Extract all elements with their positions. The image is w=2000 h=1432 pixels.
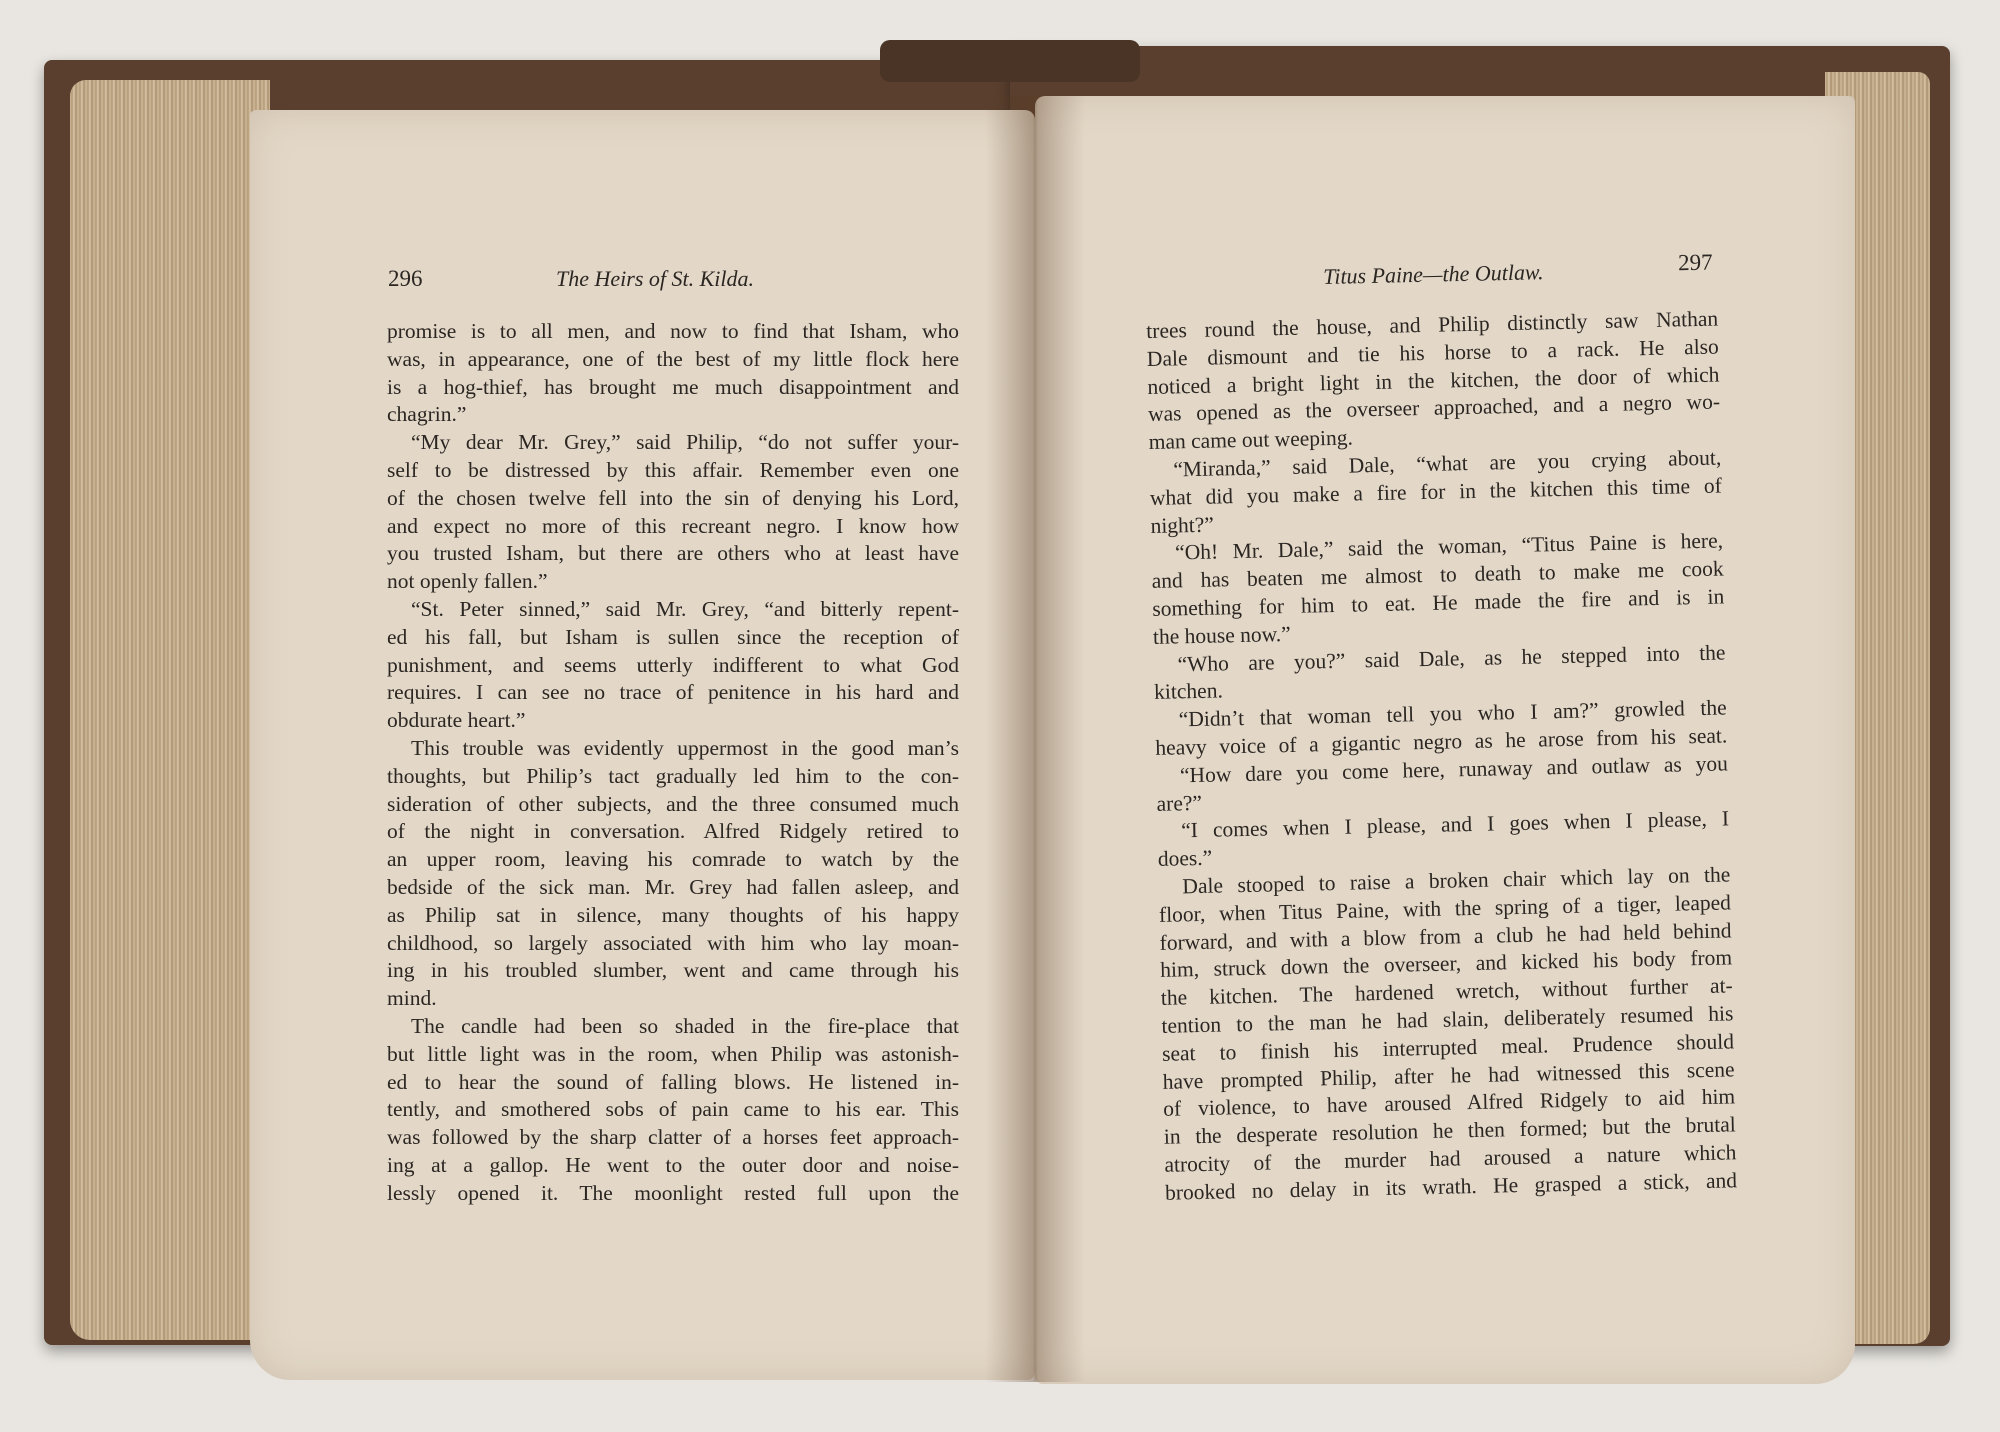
text-line: heavy voice of a gigantic negro as he arose from his seat. [1155, 723, 1728, 760]
text-line: Dale stooped to raise a broken chair which lay on the [1182, 862, 1731, 899]
text-line: seat to finish his interrupted meal. Prudence should [1161, 1029, 1735, 1066]
text-line: noticed a bright light in the kitchen, the door of which [1147, 362, 1720, 399]
text-line: him, struck down the overseer, and kicked his body from [1159, 945, 1733, 983]
text-line: “Miranda,” said Dale, “what are you crying about, [1173, 445, 1722, 482]
text-line: brooked no delay in its wrath. He grasped a stick, and [1164, 1168, 1738, 1205]
text-line: ing at a gallop. He went to the outer door and noise- [387, 1152, 959, 1177]
text-line: lessly opened it. The moonlight rested full upon the [387, 1180, 959, 1205]
text-line: bedside of the sick man. Mr. Grey had fallen asleep, and [387, 874, 959, 899]
text-line: is a hog-thief, has brought me much disappointment and [387, 374, 959, 399]
text-line: “Who are you?” said Dale, as he stepped into the [1177, 640, 1726, 676]
text-line: in the desperate resolution he then formed; but the brutal [1163, 1112, 1736, 1149]
text-line: chagrin.” [387, 402, 467, 427]
text-line: was, in appearance, one of the best of my little flock here [387, 346, 959, 371]
text-line: punishment, and seems utterly indifferent to what God [387, 652, 959, 677]
text-line: something for him to eat. He made the fire and is in [1152, 584, 1725, 621]
text-line: ing in his troubled slumber, went and came through his [387, 958, 959, 983]
text-line: what did you make a fire for in the kitchen this time of [1149, 473, 1723, 510]
text-line: “Oh! Mr. Dale,” said the woman, “Titus Paine is here, [1174, 528, 1724, 565]
text-line: sideration of other subjects, and the three consumed much [387, 791, 959, 816]
text-line: as Philip sat in silence, many thoughts of his happy [387, 902, 959, 927]
left-page-number: 296 [388, 266, 423, 291]
text-line: This trouble was evidently uppermost in the good man’s [411, 735, 959, 760]
text-line: but little light was in the room, when Philip was astonish- [387, 1041, 959, 1066]
text-line: “How dare you come here, runaway and outlaw as you [1179, 751, 1729, 788]
text-line: atrocity of the murder had aroused a nature which [1164, 1140, 1737, 1177]
text-line: obdurate heart.” [387, 708, 526, 733]
text-line: The candle had been so shaded in the fire-place that [411, 1013, 959, 1038]
text-line: “St. Peter sinned,” said Mr. Grey, “and bitterly repent- [411, 596, 959, 621]
text-line: and has beaten me almost to death to make me cook [1151, 556, 1724, 594]
text-line: are?” [1156, 790, 1203, 816]
text-line: “My dear Mr. Grey,” said Philip, “do not suffer your- [411, 430, 959, 455]
text-line: tention to the man he had slain, deliberately resumed his [1161, 1001, 1734, 1038]
text-line: have prompted Philip, after he had witnessed this scene [1162, 1056, 1735, 1094]
text-line: does.” [1157, 845, 1213, 872]
text-line: “I comes when I please, and I goes when I please, I [1180, 806, 1730, 843]
text-line: requires. I can see no trace of penitence in his hard and [387, 680, 959, 705]
right-page-number: 297 [1677, 249, 1713, 276]
text-line: and expect no more of this recreant negro. I know how [387, 513, 959, 538]
text-line: trees round the house, and Philip distinctly saw Nathan [1146, 306, 1719, 343]
text-line: forward, and with a blow from a club he had held behind [1159, 917, 1732, 955]
text-line: the house now.” [1152, 621, 1291, 649]
text-line: self to be distressed by this affair. Remember even one [387, 457, 959, 482]
book-spine [880, 40, 1140, 82]
text-line: was opened as the overseer approached, and a negro wo- [1147, 389, 1721, 427]
text-line: man came out weeping. [1148, 425, 1354, 455]
right-running-head: Titus Paine—the Outlaw. [1323, 259, 1544, 289]
text-line: the kitchen. The hardened wretch, without further at- [1160, 973, 1733, 1010]
text-line: ed to hear the sound of falling blows. He listened in- [387, 1069, 959, 1094]
left-page-text [387, 318, 959, 1208]
text-line: an upper room, leaving his comrade to watch by the [387, 847, 959, 872]
book-gutter [985, 96, 1085, 1382]
text-line: of violence, to have aroused Alfred Ridgely to aid him [1163, 1084, 1736, 1122]
page-edges-left [70, 80, 270, 1340]
text-line: of the chosen twelve fell into the sin of denying his Lord, [387, 485, 959, 510]
text-line: thoughts, but Philip’s tact gradually led him to the con- [387, 763, 959, 788]
text-line: not openly fallen.” [387, 569, 548, 594]
text-line: kitchen. [1153, 678, 1224, 705]
text-line: of the night in conversation. Alfred Ridgely retired to [387, 819, 959, 844]
text-line: night?” [1150, 512, 1215, 538]
text-line: tently, and smothered sobs of pain came to his ear. This [387, 1097, 959, 1122]
text-line: “Didn’t that woman tell you who I am?” growled the [1178, 695, 1727, 732]
text-line: mind. [387, 986, 437, 1011]
text-line: promise is to all men, and now to find that Isham, who [387, 319, 959, 343]
text-line: childhood, so largely associated with him who lay moan- [387, 930, 959, 955]
text-line: floor, when Titus Paine, with the spring of a tiger, leaped [1158, 890, 1732, 927]
text-line: was followed by the sharp clatter of a horses feet approach- [387, 1125, 959, 1150]
text-line: Dale dismount and tie his horse to a rack. He also [1146, 334, 1720, 371]
text-line: you trusted Isham, but there are others who at least have [387, 541, 959, 566]
left-running-head: The Heirs of St. Kilda. [556, 266, 755, 291]
text-line: ed his fall, but Isham is sullen since the reception of [387, 624, 959, 649]
right-page-text [1146, 306, 1737, 1208]
